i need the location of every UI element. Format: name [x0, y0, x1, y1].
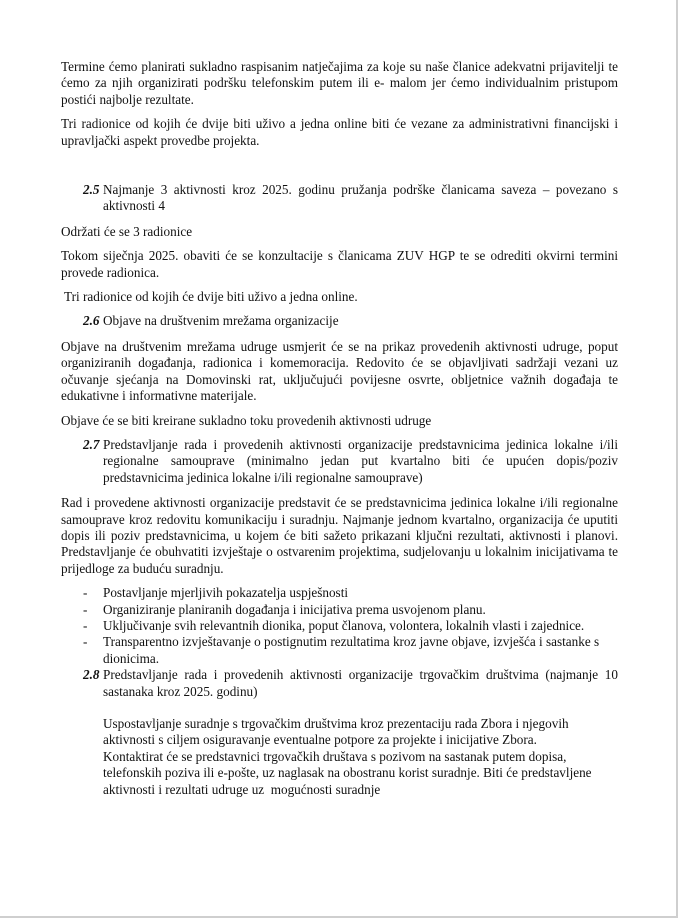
- section-2-5-paragraph-1: Održati će se 3 radionice: [61, 223, 193, 239]
- list-item: [61, 602, 618, 618]
- section-number: 2.8: [83, 667, 100, 683]
- section-title: Predstavljanje rada i provedenih aktivnosti organizacije predstavnicima jedinica lokalne i/ili regionalne samouprave (minimalno jedan put kvartalno biti će upućen dopis/poziv predstavnicima jedinica lokalne i/ili regionalne samouprave): [103, 436, 618, 485]
- dash-bullet: -: [83, 634, 88, 650]
- list-item-text: Organiziranje planiranih događanja i inicijativa prema usvojenom planu.: [103, 601, 486, 617]
- section-2-7-paragraph-1: Rad i provedene aktivnosti organizacije predstavit će se predstavnicima jedinica lokalne i/ili regionalne samouprave kroz redovitu komunikaciju i suradnju. Najmanje jednom kvartalno, organizacija će uputiti dopis ili poziv predstavnicima, u kojem će biti sažeto prikazani ključni rezultati, aktivnosti i planovi. Predstavljanje će obuhvatiti izvještaje o ostvarenim projektima, sudjelovanju u lokalnim inicijativama te prijedloge za buduću suradnju.: [61, 495, 618, 576]
- section-2-8-body: [61, 716, 618, 798]
- document-body: [61, 59, 618, 798]
- section-2-6-paragraph-1: Objave na društvenim mrežama udruge usmjerit će se na prikaz provedenih aktivnosti udruge, poput organiziranih događanja, radionica i komemoracija. Redovito će se objavljivati sadržaji vezani uz očuvanje sjećanja na Domovinski rat, uključujući povijesne osvrte, obljetnice važnih događaja te edukativne i informativne materijale.: [61, 338, 618, 404]
- section-title: Objave na društvenim mrežama organizacije: [103, 313, 339, 329]
- list-item: [61, 634, 618, 667]
- section-2-5-paragraph-3: Tri radionice od kojih će dvije biti uživo a jedna online.: [61, 289, 358, 305]
- dash-bullet: -: [83, 601, 88, 617]
- section-number: 2.5: [83, 182, 100, 198]
- list-item-text: Uključivanje svih relevantnih dionika, poput članova, volontera, lokalnih vlasti i zajednice.: [103, 617, 585, 633]
- section-2-7-heading: [61, 437, 618, 486]
- section-2-5-paragraph-2: Tokom siječnja 2025. obaviti će se konzultacije s članicama ZUV HGP te se odrediti okvirni termini provede radionica.: [61, 248, 618, 280]
- section-number: 2.7: [83, 436, 100, 452]
- section-title: Predstavljanje rada i provedenih aktivnosti organizacije trgovačkim društvima (najmanje 10 sastanaka kroz 2025. godinu): [103, 667, 618, 699]
- list-item: [61, 585, 618, 601]
- section-title: Najmanje 3 aktivnosti kroz 2025. godinu pružanja podrške članicama saveza – povezano s aktivnosti 4: [103, 182, 618, 214]
- intro-paragraph-2: Tri radionice od kojih će dvije biti uživo a jedna online biti će vezane za administrativni financijski i upravljački aspekt provedbe projekta.: [61, 116, 618, 148]
- section-2-6-heading: [61, 313, 618, 329]
- success-indicators-list: [61, 585, 618, 667]
- intro-paragraph-1: Termine ćemo planirati sukladno raspisanim natječajima za koje su naše članice adekvatni prijavitelji te ćemo za njih organizirati podršku telefonskim putem ili e- malom jer ćemo individualnim pristupom postići najbolje rezultate.: [61, 59, 618, 107]
- list-item-text: Postavljanje mjerljivih pokazatelja uspješnosti: [103, 585, 349, 601]
- section-2-8-heading: [61, 667, 618, 700]
- section-2-6-paragraph-2: Objave će se biti kreirane sukladno toku provedenih aktivnosti udruge: [61, 412, 432, 428]
- section-number: 2.6: [83, 313, 100, 329]
- dash-bullet: -: [83, 617, 88, 633]
- dash-bullet: -: [83, 585, 88, 601]
- section-2-8-paragraph-2: Kontaktirat će se predstavnici trgovačkih društava s pozivom na sastanak putem dopisa, telefonskih poziva ili e-pošte, uz naglasak na obostranu korist suradnje. Biti će predstavljene aktivnosti i rezultati udruge uz mogućnosti suradnje: [103, 748, 595, 797]
- list-item-text: Transparentno izvještavanje o postignutim rezultatima kroz javne objave, izvješća i sastanke s dionicima.: [103, 634, 600, 666]
- section-2-5-heading: [61, 182, 618, 215]
- list-item: [61, 618, 618, 634]
- section-2-8-paragraph-1: Uspostavljanje suradnje s trgovačkim društvima kroz prezentaciju rada Zbora i njegovih aktivnosti s ciljem osiguravanje eventualne potpore za projekte i inicijative Zbora.: [103, 716, 569, 748]
